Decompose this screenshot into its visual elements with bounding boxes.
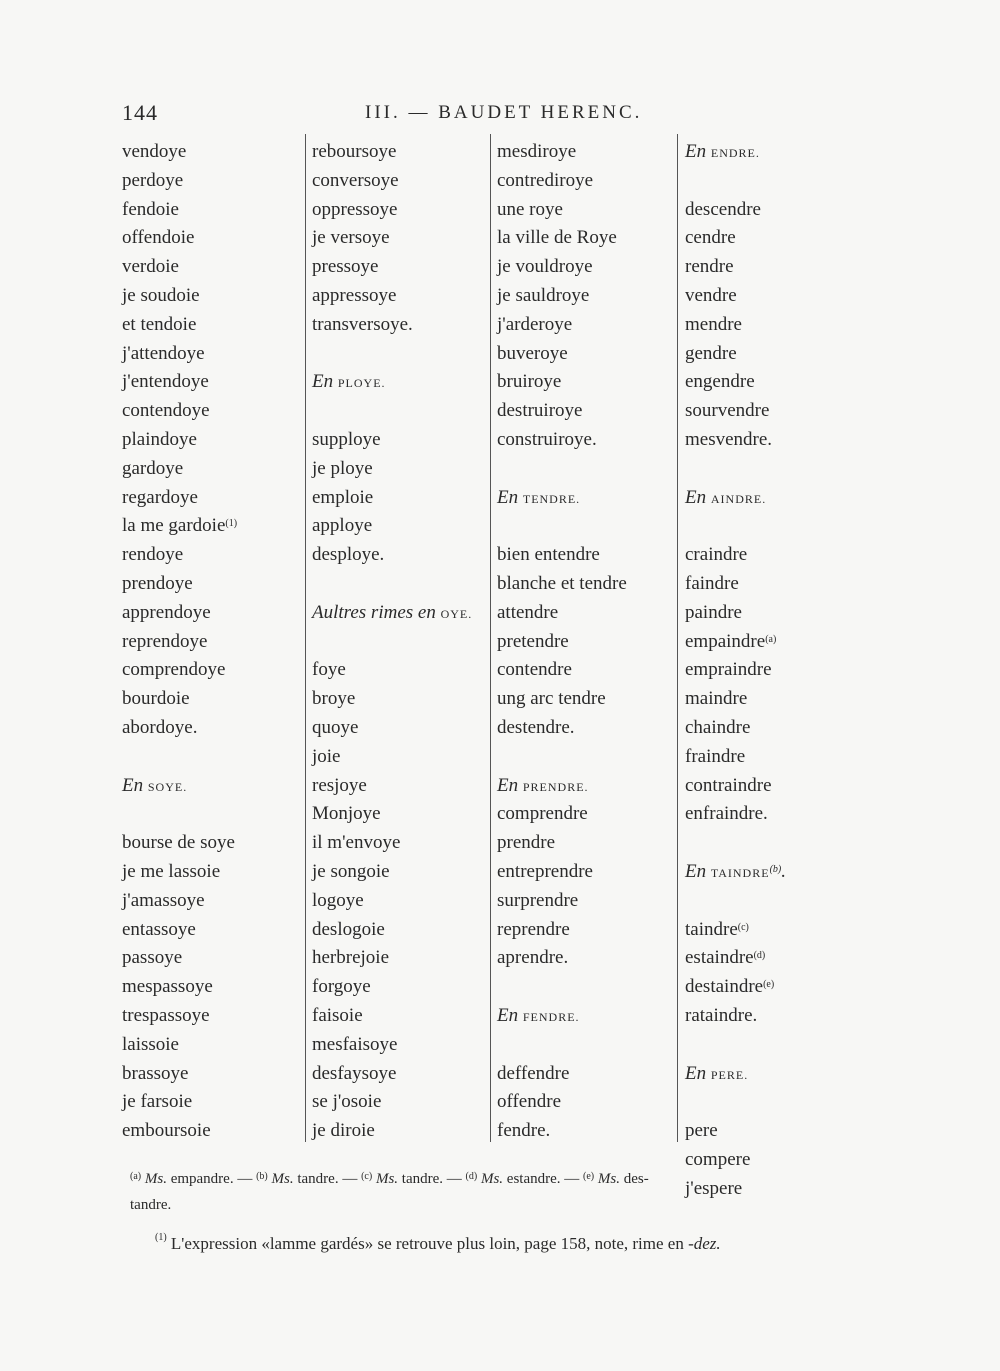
list-item: enfraindre.: [685, 803, 768, 825]
list-item: Monjoye: [312, 803, 381, 825]
list-item: cendre: [685, 227, 736, 249]
list-item: trespassoye: [122, 1004, 210, 1026]
list-item: logoye: [312, 889, 364, 911]
list-item: empraindre: [685, 659, 772, 681]
list-item: sourvendre: [685, 400, 770, 422]
list-item: foye: [312, 659, 346, 681]
list-item: j'espere: [685, 1177, 743, 1199]
list-item: descendre: [685, 198, 761, 220]
footnote-ref: (e): [763, 979, 775, 991]
section-heading-taindre: En TAINDRE$^{(b)}$.: [685, 860, 786, 882]
column-rule-1: [305, 134, 306, 1142]
list-item: je me lassoie: [122, 860, 221, 882]
footnote-line-continuation: tandre.: [130, 1197, 172, 1213]
section-heading-soye: En SOYE.: [122, 774, 188, 796]
list-item: reprendre: [497, 918, 570, 940]
list-item: comprendre: [497, 803, 588, 825]
list-item: rendoye: [122, 544, 184, 566]
list-item: forgoye: [312, 976, 371, 998]
list-item: buveroye: [497, 342, 568, 364]
list-item: prendoye: [122, 572, 193, 594]
list-item: destaindre$^{(e)}$: [685, 976, 775, 998]
section-heading-ploye: En PLOYE.: [312, 371, 386, 393]
list-item: contendoye: [122, 400, 210, 422]
list-item: destruiroye: [497, 400, 583, 422]
section-heading-prendre: En PRENDRE.: [497, 774, 589, 796]
list-item: bruiroye: [497, 371, 562, 393]
column-rule-2: [490, 134, 491, 1142]
list-item: pretendre: [497, 630, 569, 652]
list-item: apploye: [312, 515, 373, 537]
list-item: la ville de Roye: [497, 227, 617, 249]
list-item: rendre: [685, 256, 734, 278]
list-item: blanche et tendre: [497, 572, 627, 594]
column-2: [312, 138, 472, 1146]
list-item: je soudoie: [122, 284, 200, 306]
list-item: fraindre: [685, 745, 746, 767]
list-item: verdoie: [122, 256, 179, 278]
list-item: prendre: [497, 832, 556, 854]
list-item: pressoye: [312, 256, 379, 278]
list-item: offendre: [497, 1091, 562, 1113]
list-item: entassoye: [122, 918, 196, 940]
list-item: pere: [685, 1120, 718, 1142]
list-item: oppressoye: [312, 198, 398, 220]
list-item: je versoye: [312, 227, 390, 249]
list-item: comprendoye: [122, 659, 226, 681]
list-item: fendre.: [497, 1120, 551, 1142]
list-item: estaindre$^{(d)}$: [685, 947, 766, 969]
list-item: resjoye: [312, 774, 367, 796]
footnotes: [130, 1166, 870, 1218]
list-item: faisoie: [312, 1004, 363, 1026]
list-item: emploie: [312, 486, 374, 508]
footnote-ref: (c): [737, 921, 749, 933]
list-item: je farsoie: [122, 1091, 193, 1113]
list-item: bourdoie: [122, 688, 190, 710]
list-item: desploye.: [312, 544, 385, 566]
list-item: je ploye: [312, 457, 373, 479]
list-item: j'amassoye: [122, 889, 205, 911]
list-item: desfaysoye: [312, 1062, 397, 1084]
list-item: vendoye: [122, 141, 187, 162]
list-item: fendoie: [122, 198, 179, 220]
list-item: reboursoye: [312, 141, 397, 162]
list-item: maindre: [685, 688, 748, 710]
list-item: conversoye: [312, 169, 399, 191]
list-item: une roye: [497, 198, 563, 220]
running-title: III. — BAUDET HERENC.: [365, 102, 643, 123]
list-item: appressoye: [312, 284, 397, 306]
list-item: emboursoie: [122, 1120, 211, 1142]
list-item: joie: [312, 745, 341, 767]
list-item: supploye: [312, 428, 381, 450]
section-heading-autres: Aultres rimes en OYE.: [312, 601, 473, 623]
list-item: mespassoye: [122, 976, 213, 998]
list-item: broye: [312, 688, 356, 710]
list-item: rataindre.: [685, 1004, 758, 1026]
footnote-1: $^{(1)}$ L'expression «lamme gardés» se retrouve plus loin, page 158, note, rime en -dez.: [155, 1232, 721, 1253]
list-item: reprendoye: [122, 630, 208, 652]
footnote-ref: (1): [225, 518, 238, 530]
list-item: engendre: [685, 371, 755, 393]
list-item: abordoye.: [122, 716, 198, 738]
list-item: apprendoye: [122, 601, 211, 623]
footnote-ref: (d): [753, 950, 766, 962]
list-item: regardoye: [122, 486, 198, 508]
list-item: compere: [685, 1148, 751, 1170]
column-rule-3: [677, 134, 678, 1142]
list-item: surprendre: [497, 889, 579, 911]
list-item: craindre: [685, 544, 748, 566]
section-heading-tendre: En TENDRE.: [497, 486, 581, 508]
list-item: j'entendoye: [122, 371, 209, 393]
list-item: se j'osoie: [312, 1091, 382, 1113]
list-item: mesvendre.: [685, 428, 773, 450]
column-1: [122, 138, 237, 1146]
list-item: transversoye.: [312, 313, 413, 335]
list-item: je vouldroye: [497, 256, 593, 278]
list-item: et tendoie: [122, 313, 197, 335]
list-item: destendre.: [497, 716, 575, 738]
list-item: quoye: [312, 716, 359, 738]
section-heading-endre: En ENDRE.: [685, 141, 760, 162]
list-item: taindre$^{(c)}$: [685, 918, 749, 940]
page-number: 144: [122, 100, 158, 125]
list-item: j'arderoye: [497, 313, 573, 335]
list-item: je diroie: [312, 1120, 375, 1142]
list-item: contendre: [497, 659, 572, 681]
list-item: gendre: [685, 342, 737, 364]
list-item: aprendre.: [497, 947, 569, 969]
footnote-ref: (a): [765, 633, 777, 645]
list-item: empaindre$^{(a)}$: [685, 630, 777, 652]
list-item: brassoye: [122, 1062, 189, 1084]
list-item: deffendre: [497, 1062, 570, 1084]
list-item: ung arc tendre: [497, 688, 606, 710]
list-item: laissoie: [122, 1033, 179, 1055]
list-item: vendre: [685, 284, 737, 306]
footnote-line: $^{(a)}$ Ms. empandre. — $^{(b)}$ Ms. tandre. — $^{(c)}$ Ms. tandre. — $^{(d)}$ Ms. estandre. — $^{(e)}$ Ms. des-: [130, 1171, 649, 1187]
list-item: mendre: [685, 313, 742, 335]
list-item: paindre: [685, 601, 742, 623]
section-heading-pere: En PERE.: [685, 1062, 749, 1084]
list-item: offendoie: [122, 227, 195, 249]
list-item: faindre: [685, 572, 739, 594]
list-item: passoye: [122, 947, 183, 969]
list-item: la me gardoie$^{(1)}$: [122, 515, 238, 537]
section-heading-aindre: En AINDRE.: [685, 486, 767, 508]
list-item: mesfaisoye: [312, 1033, 398, 1055]
list-item: deslogoie: [312, 918, 385, 940]
list-item: entreprendre: [497, 860, 593, 882]
list-item: attendre: [497, 601, 559, 623]
list-item: je songoie: [312, 860, 390, 882]
list-item: il m'envoye: [312, 832, 401, 854]
list-item: je sauldroye: [497, 284, 590, 306]
list-item: chaindre: [685, 716, 751, 738]
list-item: gardoye: [122, 457, 184, 479]
list-item: j'attendoye: [122, 342, 205, 364]
list-item: plaindoye: [122, 428, 197, 450]
list-item: herbrejoie: [312, 947, 390, 969]
list-item: contrediroye: [497, 169, 594, 191]
column-3: [497, 138, 627, 1146]
section-heading-fendre: En FENDRE.: [497, 1004, 580, 1026]
list-item: bourse de soye: [122, 832, 235, 854]
list-item: contraindre: [685, 774, 772, 796]
list-item: mesdiroye: [497, 141, 577, 162]
list-item: construiroye.: [497, 428, 597, 450]
column-4: [685, 138, 786, 1203]
list-item: bien entendre: [497, 544, 600, 566]
list-item: perdoye: [122, 169, 184, 191]
